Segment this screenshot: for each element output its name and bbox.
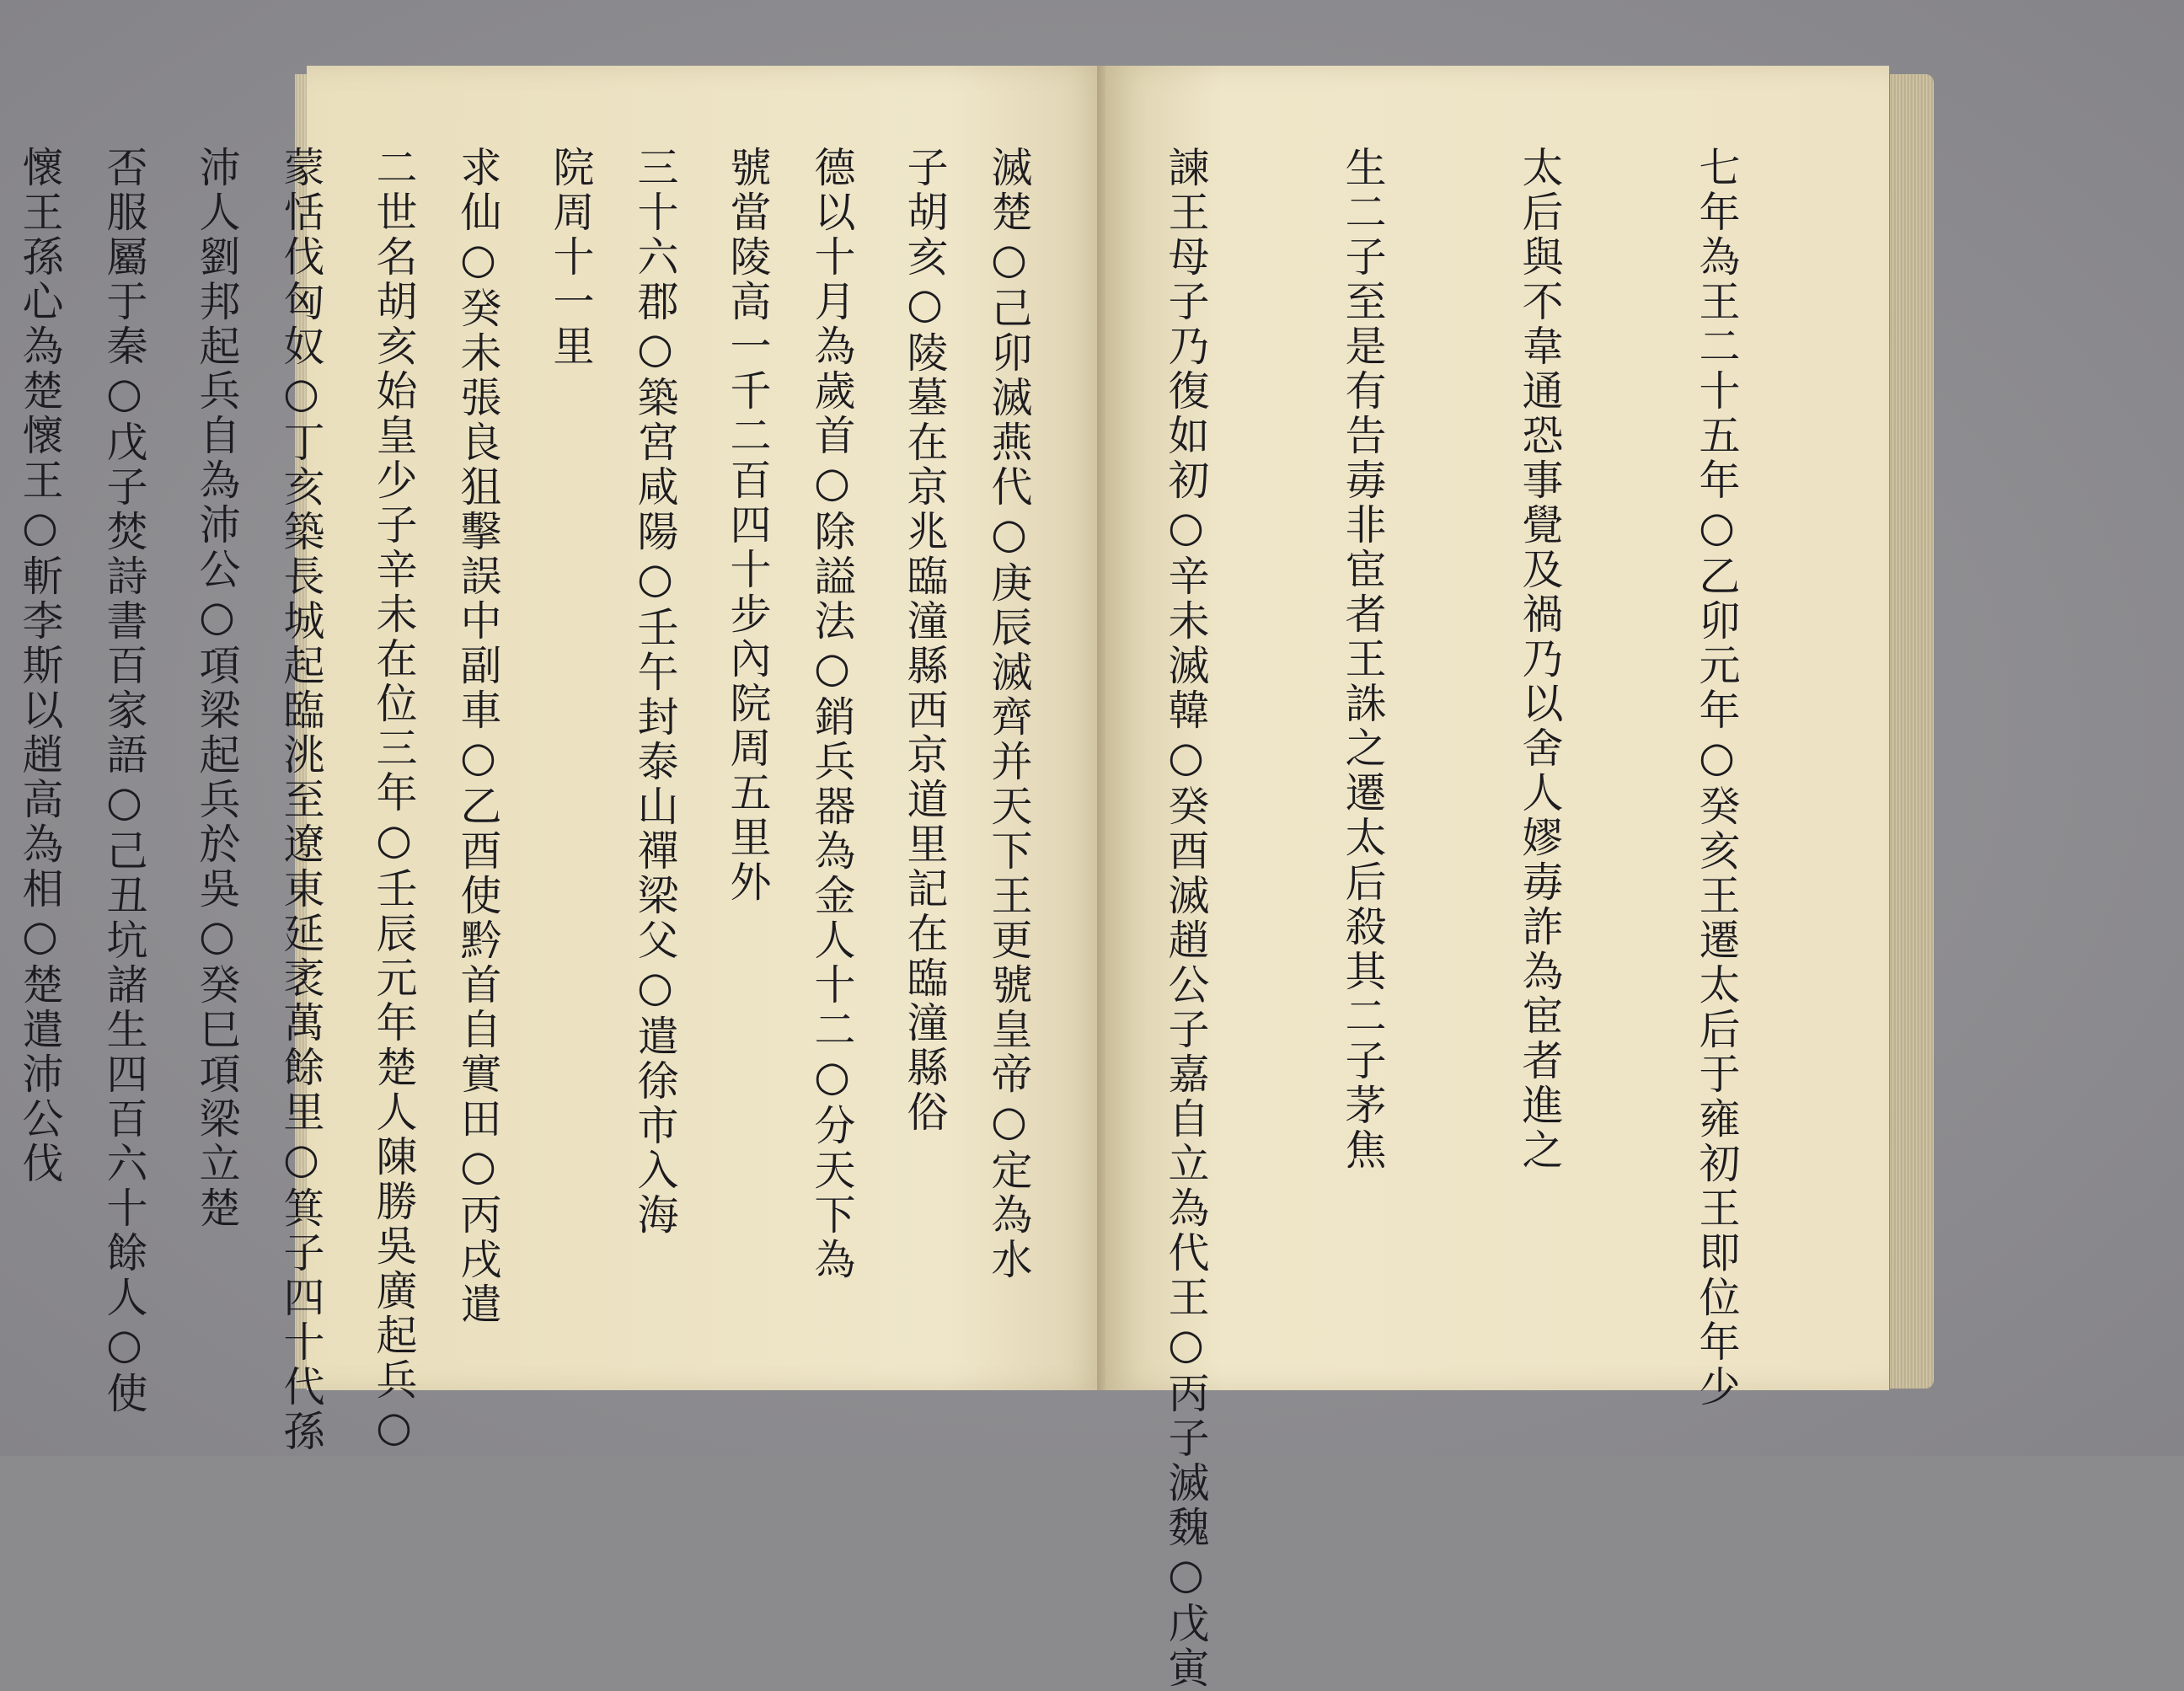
text-line: 三十六郡○築宮咸陽○壬午封泰山禪梁父○遣徐市入海: [631, 146, 679, 1238]
text-line: 求仙○癸未張良狙擊誤中副車○乙酉使黔首自實田○丙戌遣: [454, 146, 502, 1327]
text-line: 太后與不韋通恐事覺及禍乃以舍人嫪毐詐為宦者進之: [1516, 146, 1564, 1173]
text-line: 七年為王二十五年○乙卯元年○癸亥王遷太后于雍初王即位年少: [1693, 146, 1741, 1410]
open-book: [16, 66, 1934, 1691]
text-line: 諫王母子乃復如初○辛未滅韓○癸酉滅趙公子嘉自立為代王○丙子滅魏○戊寅: [1162, 146, 1210, 1691]
text-line: 子胡亥○陵墓在京兆臨潼縣西京道里記在臨潼縣俗: [901, 146, 949, 1135]
text-line: 否服屬于秦○戊子焚詩書百家語○己丑坑諸生四百六十餘人○使: [100, 146, 148, 1416]
text-line: 蒙恬伐匈奴○丁亥築長城起臨洮至遼東延袤萬餘里○箕子四十代孫: [277, 146, 325, 1454]
text-line: 沛人劉邦起兵自為沛公○項梁起兵於吳○癸巳項梁立楚: [193, 146, 241, 1231]
page-edges-right: [1890, 74, 1934, 1389]
right-page-text: [0, 146, 1864, 1691]
text-line: 懷王孫心為楚懷王○斬李斯以趙高為相○楚遣沛公伐: [16, 146, 64, 1186]
text-line: 號當陵高一千二百四十步內院周五里外: [724, 146, 772, 905]
text-line: 德以十月為歲首○除謚法○銷兵器為金人十二○分天下為: [808, 146, 856, 1282]
text-line: 滅楚○己卯滅燕代○庚辰滅齊并天下王更號皇帝○定為水: [985, 146, 1033, 1282]
text-line: 生二子至是有告毐非宦者王誅之遷太后殺其二子茅焦: [1339, 146, 1387, 1173]
text-line: 院周十一里: [547, 146, 595, 369]
text-line: 二世名胡亥始皇少子辛未在位三年○壬辰元年楚人陳勝吳廣起兵○: [370, 146, 418, 1454]
